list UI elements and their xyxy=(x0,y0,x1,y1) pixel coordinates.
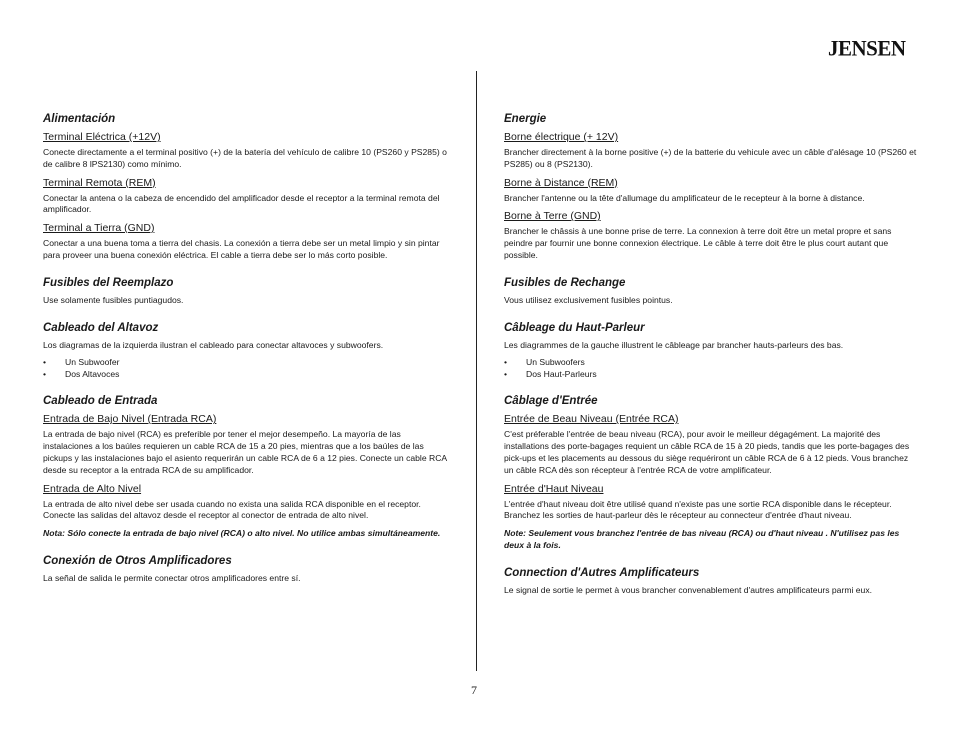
section-alimentacion xyxy=(43,112,447,262)
paragraph: La señal de salida le permite conectar otros amplificadores entre sí. xyxy=(43,572,301,583)
subtitle-borne-distance: Borne à Distance (REM) xyxy=(504,176,618,189)
paragraph: Conecte directamente a el terminal positivo (+) de la batería del vehículo de calibre 10 (PS260 y PS285) o de calibre 8 lPS2130) como mínimo. xyxy=(43,147,447,169)
subtitle-entree-beau-niveau: Entrée de Beau Niveau (Entrée RCA) xyxy=(504,413,679,426)
list-item: • Un Subwoofer xyxy=(43,357,447,369)
subtitle-borne-terre: Borne à Terre (GND) xyxy=(504,210,601,223)
note: Nota: Sólo conecte la entrada de bajo nivel (RCA) o alto nivel. No utilice ambas simultáneamente. xyxy=(43,528,441,539)
section-title: Câbleage du Haut-Parleur xyxy=(504,321,645,334)
section-title: Alimentación xyxy=(43,113,116,125)
subtitle-entree-haut-niveau: Entrée d'Haut Niveau xyxy=(504,482,604,495)
paragraph: Les diagrammes de la gauche illustrent le câbleage par brancher hauts-parleurs des bas. xyxy=(504,339,844,350)
section-title: Energie xyxy=(504,113,547,125)
paragraph: C'est préferable l'entrée de beau niveau (RCA), pour avoir le meilleur dégagément. La majorité des installations des porte-bagages requient un câble RCA de 15 à 20 pieds, tandis que les porte-bagages des pick-ups et les placements au dessous du siège requériront un câble RCA de 6 à 12 pieds. Vous branchez un câble RCA dès son récepteur à l'entrée RCA de votre amplificateur. xyxy=(504,429,910,475)
list-item: • Un Subwoofers xyxy=(504,357,920,369)
section-otros-amplificadores xyxy=(43,554,447,585)
paragraph: Los diagramas de la izquierda ilustran el cableado para conectar altavoces y subwoofers. xyxy=(43,339,384,350)
paragraph: Vous utilisez exclusivement fusibles pointus. xyxy=(504,294,673,305)
paragraph: Le signal de sortie le permet à vous brancher convenablement d'autres amplificateurs parmi eux. xyxy=(504,584,873,595)
note: Note: Seulement vous branchez l'entrée de bas niveau (RCA) ou d'haut niveau . N'utilisez pas les deux à la fois. xyxy=(504,528,900,550)
subtitle-borne-electrique: Borne électrique (+ 12V) xyxy=(504,131,619,143)
jensen-logo: JENSEN xyxy=(828,35,906,61)
section-title: Fusibles de Rechange xyxy=(504,276,626,289)
french-column xyxy=(504,112,920,611)
section-title: Câblage d'Entrée xyxy=(504,395,598,408)
section-title: Connection d'Autres Amplificateurs xyxy=(504,566,700,579)
paragraph: La entrada de alto nivel debe ser usada cuando no exista una salida RCA disponible en el receptor. Conecte las salidas del altavoz desde el receptor al conector de entrada de alto nivel. xyxy=(43,498,421,521)
bullet-list xyxy=(43,357,447,380)
column-divider xyxy=(476,71,477,671)
spanish-column xyxy=(43,112,447,599)
section-cableado-entrada xyxy=(43,394,447,540)
paragraph: Conectar la antena o la cabeza de encendido del amplificador desde el receptor a la terminal remota del amplificador. xyxy=(43,192,440,215)
paragraph: Conectar a una buena toma a tierra del chasis. La conexión a tierra debe ser un metal limpio y sin pintar para proveer una buena conexión eléctrica. El cable a tierra debe ser lo más corto posible. xyxy=(43,238,440,260)
section-title: Fusibles del Reemplazo xyxy=(43,276,174,289)
paragraph: L'entrée d'haut niveau doit être utilisé quand n'existe pas une sortie RCA disponible dans le récepteur. Branchez les sorties de haut-parleur dès le récepteur au connecteur d'entrée d'haut niveau. xyxy=(504,498,892,521)
section-title: Cableado de Entrada xyxy=(43,395,158,408)
subtitle-entrada-alto-nivel: Entrada de Alto Nivel xyxy=(43,482,142,495)
section-title: Conexión de Otros Amplificadores xyxy=(43,554,232,567)
subtitle-terminal-tierra: Terminal a Tierra (GND) xyxy=(43,222,155,235)
list-item: • Dos Altavoces xyxy=(43,369,447,381)
subtitle-terminal-electrica: Terminal Eléctrica (+12V) xyxy=(43,131,161,143)
subtitle-entrada-bajo-nivel: Entrada de Bajo Nivel (Entrada RCA) xyxy=(43,413,217,426)
section-title: Cableado del Altavoz xyxy=(43,321,159,334)
paragraph: La entrada de bajo nivel (RCA) es preferible por tener el mejor desempeño. La mayoría de las instalaciones a los baúles requieren un cable RCA de 15 a 20 pies, mientras que a los baúles de las pickups y las instalaciones bajo el asiento requerirán un cable RCA de 6 a 12 pies. Conecte un cable RCA desde su receptor a la entrada RCA de su amplificador. xyxy=(43,429,447,475)
paragraph: Brancher directement à la borne positive (+) de la batterie du vehicule avec un câble d'alésage 10 (PS260 et PS285) ou 8 (PS2130). xyxy=(504,147,917,169)
paragraph: Use solamente fusibles puntiagudos. xyxy=(43,294,184,305)
section-fusibles xyxy=(43,276,447,307)
section-fusibles-rechange xyxy=(504,276,920,307)
section-cableage-haut-parleur xyxy=(504,321,920,381)
section-cablage-entree xyxy=(504,394,920,551)
page-number: 7 xyxy=(471,683,477,697)
paragraph: Brancher l'antenne ou la tête d'allumage du amplificateur de le recepteur à la borne à distance. xyxy=(504,192,865,203)
section-cableado-altavoz xyxy=(43,321,447,381)
section-energie xyxy=(504,112,920,262)
subtitle-terminal-remota: Terminal Remota (REM) xyxy=(43,176,156,189)
paragraph: Brancher le châssis à une bonne prise de terre. La connexion à terre doit être un metal propre et sans peindre par fournir une bonne connexion électrique. Le câble à terre doit être le plus court autant que possible. xyxy=(504,226,892,260)
list-item: • Dos Haut-Parleurs xyxy=(504,369,920,381)
section-autres-amplificateurs xyxy=(504,566,920,597)
bullet-list xyxy=(504,357,920,380)
